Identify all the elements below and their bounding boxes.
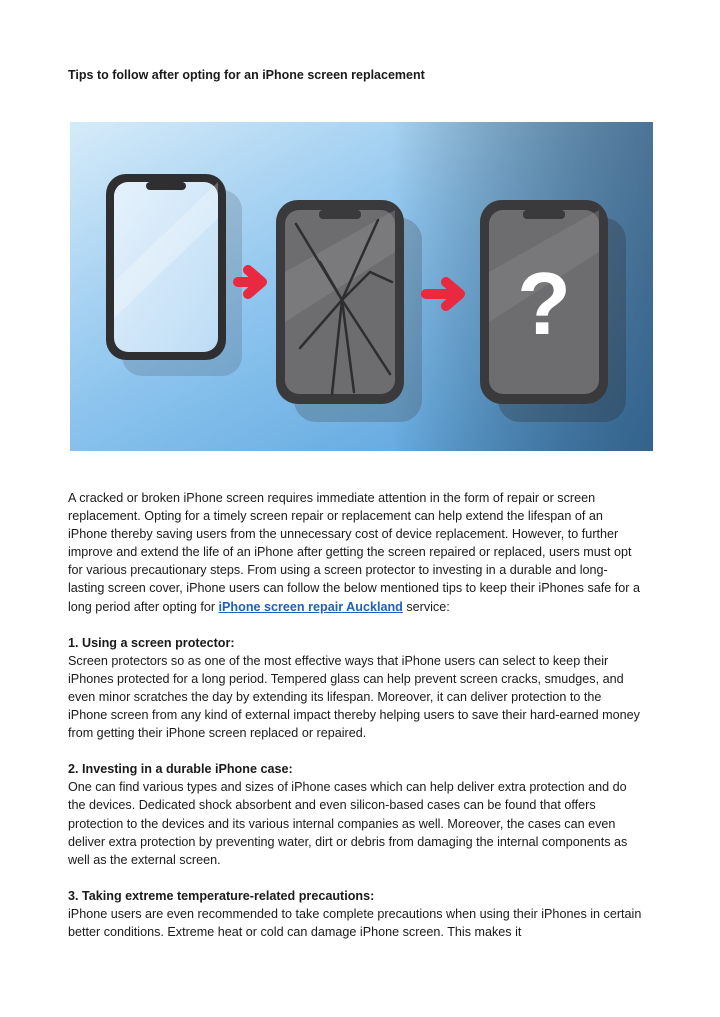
section-heading: 1. Using a screen protector: bbox=[68, 635, 235, 650]
question-phone-icon bbox=[480, 200, 626, 422]
section-heading: 2. Investing in a durable iPhone case: bbox=[68, 762, 293, 777]
article-body bbox=[68, 489, 643, 941]
iphone-screen-repair-link[interactable]: iPhone screen repair Auckland bbox=[218, 599, 403, 614]
intro-text: A cracked or broken iPhone screen requires immediate attention in the form of repair or screen replacement. Opting for a timely screen repair or replacement can help extend the lifespan of an iPhone thereby saving users from the unnecessary cost of device replacement. However, to further improve and extend the life of an iPhone after getting the screen repaired or replaced, users must opt for various precautionary steps. From using a screen protector to investing in a durable and long-lasting screen cover, iPhone users can follow the below mentioned tips to keep their iPhones safe for a long period after opting for bbox=[68, 491, 640, 614]
intro-text-end: service: bbox=[402, 599, 450, 614]
section-heading: 3. Taking extreme temperature-related precautions: bbox=[68, 888, 375, 903]
section-body: Screen protectors so as one of the most effective ways that iPhone users can select to keep their iPhones protected for a long period. Tempered glass can help prevent screen cracks, smudges, and even minor scratches the day by extending its lifespan. Moreover, it can deliver protection to the iPhone screen from any kind of external impact thereby helping users to save their hard-earned money from getting their iPhone screen replaced or repaired. bbox=[68, 653, 640, 741]
intact-phone-icon bbox=[106, 174, 242, 376]
section-body: One can find various types and sizes of iPhone cases which can help deliver extra protection and do the devices. Dedicated shock absorbent and even silicon-based cases can be found that offers protection to the devices and its various internal companies as well. Moreover, the cases can even deliver extra protection by preventing water, dirt or debris from damaging the internal components as well as the external screen. bbox=[68, 780, 628, 867]
intro-paragraph bbox=[68, 489, 643, 616]
page-title: Tips to follow after opting for an iPhone screen replacement bbox=[68, 68, 425, 82]
hero-illustration bbox=[70, 122, 653, 451]
section-body: iPhone users are even recommended to take complete precautions when using their iPhones in certain better conditions. Extreme heat or cold can damage iPhone screen. This makes it bbox=[68, 906, 642, 939]
cracked-phone-icon bbox=[276, 200, 422, 422]
question-mark: ? bbox=[517, 254, 571, 353]
